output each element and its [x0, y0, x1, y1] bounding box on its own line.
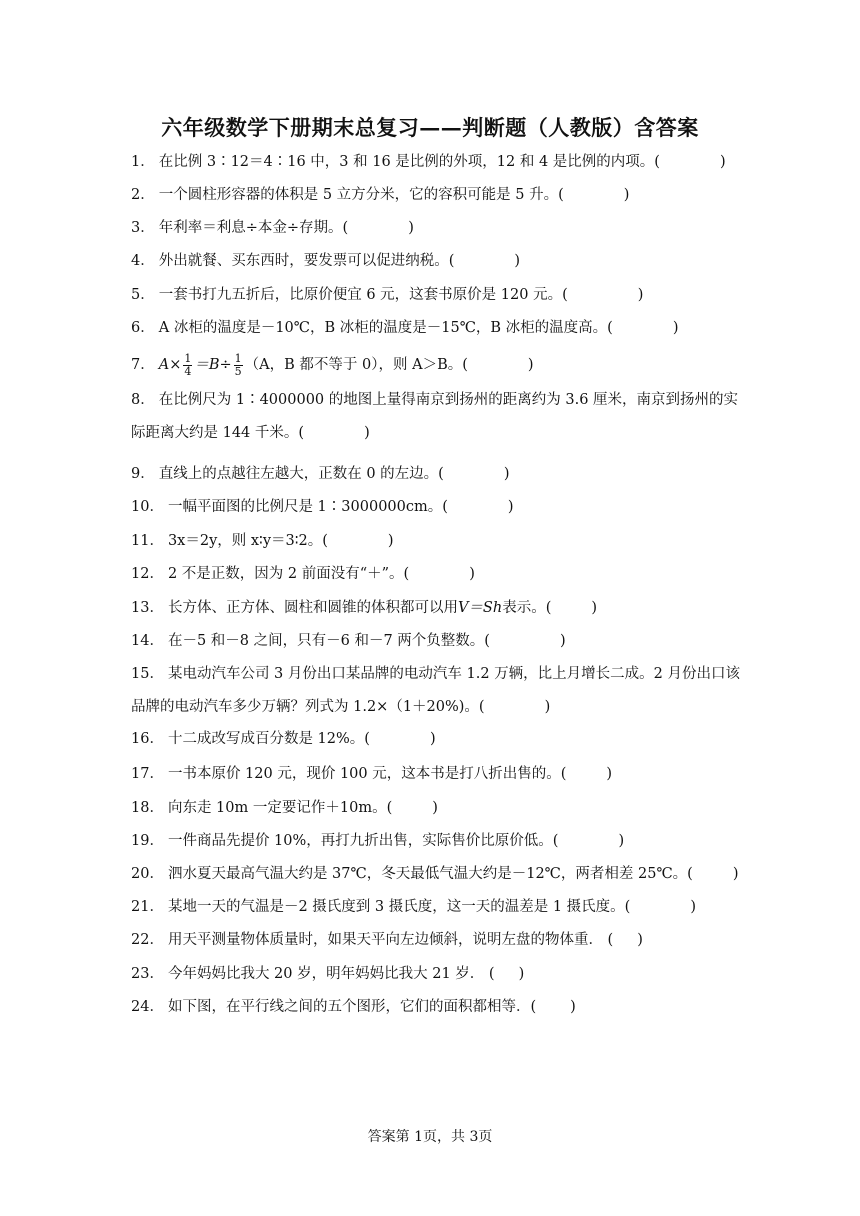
formula-part: A×	[158, 357, 182, 373]
question-text: 今年妈妈比我大 20 岁，明年妈妈比我大 21 岁． (	[167, 966, 495, 982]
question-text: 在－5 和－8 之间，只有－6 和－7 两个负整数。(	[167, 633, 490, 649]
fraction	[234, 353, 243, 378]
question-text: 在比例 3∶12＝4∶16 中，3 和 16 是比例的外项，12 和 4 是比例的内项。(	[158, 154, 660, 170]
question-number: 9．	[131, 466, 155, 482]
question-text: 一幅平面图的比例尺是 1∶3000000cm。(	[167, 499, 448, 515]
close-paren: )	[559, 633, 566, 649]
close-paren: )	[637, 932, 643, 948]
question-item	[131, 858, 741, 891]
question-item	[131, 958, 741, 991]
close-paren: )	[719, 154, 726, 170]
fraction-denominator: 4	[184, 364, 192, 378]
close-paren: )	[690, 899, 697, 915]
question-item	[131, 491, 741, 524]
close-paren: )	[606, 766, 613, 782]
question-number: 24．	[131, 999, 164, 1015]
document-title: 六年级数学下册期末总复习——判断题（人教版）含答案	[161, 115, 699, 140]
question-text: 外出就餐、买东西时，要发票可以促进纳税。(	[158, 253, 455, 269]
question-number: 2．	[131, 187, 155, 203]
question-text: 如下图，在平行线之间的五个图形，它们的面积都相等．(	[167, 999, 537, 1015]
question-item	[131, 891, 741, 924]
close-paren: )	[429, 731, 436, 747]
question-text: A 冰柜的温度是－10℃，B 冰柜的温度是－15℃，B 冰柜的温度高。(	[158, 320, 613, 336]
question-item	[131, 458, 741, 491]
question-number: 22．	[131, 932, 164, 948]
question-item	[131, 212, 741, 245]
close-paren: )	[623, 187, 630, 203]
question-text: （A，B 都不等于 0），则 A＞B。(	[244, 357, 468, 373]
question-item	[131, 146, 741, 179]
question-item	[131, 991, 741, 1024]
question-item	[131, 723, 741, 756]
question-number: 1．	[131, 154, 155, 170]
question-number: 15．	[131, 666, 164, 682]
close-paren: )	[518, 966, 525, 982]
close-paren: )	[514, 253, 521, 269]
close-paren: )	[387, 533, 394, 549]
question-number: 10．	[131, 499, 164, 515]
question-text: 一套书打九五折后，比原价便宜 6 元，这套书原价是 120 元。(	[158, 287, 568, 303]
fraction-numerator: 1	[184, 351, 192, 365]
question-text: 直线上的点越往左越大，正数在 0 的左边。(	[158, 466, 444, 482]
question-number: 23．	[131, 966, 164, 982]
question-item	[131, 245, 741, 278]
question-item	[131, 312, 741, 345]
question-item	[131, 279, 741, 312]
question-item	[131, 525, 741, 558]
question-item	[131, 924, 741, 957]
page-footer: 答案第 1页，共 3页	[367, 1129, 493, 1145]
close-paren: )	[570, 999, 576, 1015]
question-number: 18．	[131, 800, 164, 816]
question-item	[131, 592, 741, 625]
close-paren: )	[591, 600, 598, 616]
fraction	[183, 353, 192, 378]
question-text: 向东走 10m 一定要记作＋10m。(	[167, 800, 393, 816]
close-paren: )	[503, 466, 510, 482]
close-paren: )	[432, 800, 438, 816]
question-text: 某地一天的气温是－2 摄氏度到 3 摄氏度，这一天的温差是 1 摄氏度。(	[167, 899, 631, 915]
formula-part: ＝B÷	[194, 357, 232, 373]
question-text: 年利率＝利息÷本金÷存期。(	[158, 220, 349, 236]
question-number: 8．	[131, 392, 155, 408]
question-number: 13．	[131, 600, 164, 616]
close-paren: )	[364, 425, 370, 441]
close-paren: )	[408, 220, 414, 236]
question-text: 用天平测量物体质量时，如果天平向左边倾斜，说明左盘的物体重． (	[167, 932, 614, 948]
question-number: 14．	[131, 633, 164, 649]
close-paren: )	[469, 566, 475, 582]
question-number: 21．	[131, 899, 164, 915]
question-text: 2 不是正数，因为 2 前面没有“＋”。(	[167, 566, 410, 582]
question-item	[131, 758, 741, 791]
question-text: 一个圆柱形容器的体积是 5 立方分米，它的容积可能是 5 升。(	[158, 187, 564, 203]
close-paren: )	[732, 866, 739, 882]
close-paren: )	[618, 833, 625, 849]
question-text: 在比例尺为 1∶4000000 的地图上量得南京到扬州的距离约为 3.6 厘米，南京到扬州的实际距离大约是 144 千米。(	[131, 392, 739, 441]
question-number: 6．	[131, 320, 155, 336]
question-item	[131, 179, 741, 212]
question-number: 4．	[131, 253, 155, 269]
question-text: 长方体、正方体、圆柱和圆锥的体积都可以用	[167, 600, 458, 616]
question-text: 一书本原价 120 元，现价 100 元，这本书是打八折出售的。(	[167, 766, 567, 782]
close-paren: )	[672, 320, 679, 336]
close-paren: )	[544, 699, 551, 715]
question-number: 3．	[131, 220, 155, 236]
question-item	[131, 825, 741, 858]
fraction-numerator: 1	[234, 351, 242, 365]
question-number: 7．	[131, 357, 155, 373]
question-number: 20．	[131, 866, 164, 882]
question-number: 17．	[131, 766, 164, 782]
question-text: 3x＝2y，则 x∶y＝3∶2。(	[167, 533, 328, 549]
question-number: 19．	[131, 833, 164, 849]
question-number: 11．	[131, 533, 164, 549]
fraction-denominator: 5	[234, 364, 242, 378]
question-item	[131, 792, 741, 825]
close-paren: )	[507, 499, 514, 515]
question-number: 16．	[131, 731, 164, 747]
close-paren: )	[527, 357, 534, 373]
question-item	[131, 625, 741, 658]
question-item	[131, 384, 741, 450]
question-item	[131, 658, 741, 724]
formula: V＝Sh	[457, 600, 503, 616]
question-text: 一件商品先提价 10%，再打九折出售，实际售价比原价低。(	[167, 833, 559, 849]
question-text: 十二成改写成百分数是 12%。(	[167, 731, 370, 747]
close-paren: )	[637, 287, 644, 303]
question-item	[131, 349, 741, 382]
question-text: 泗水夏天最高气温大约是 37℃，冬天最低气温大约是－12℃，两者相差 25℃。(	[167, 866, 693, 882]
question-number: 12．	[131, 566, 164, 582]
question-item	[131, 558, 741, 591]
question-text: 某电动汽车公司 3 月份出口某品牌的电动汽车 1.2 万辆，比上月增长二成。2 月份出口该品牌的电动汽车多少万辆？列式为 1.2×（1＋20%)。(	[131, 666, 741, 715]
question-number: 5．	[131, 287, 155, 303]
question-text: 表示。(	[502, 600, 552, 616]
